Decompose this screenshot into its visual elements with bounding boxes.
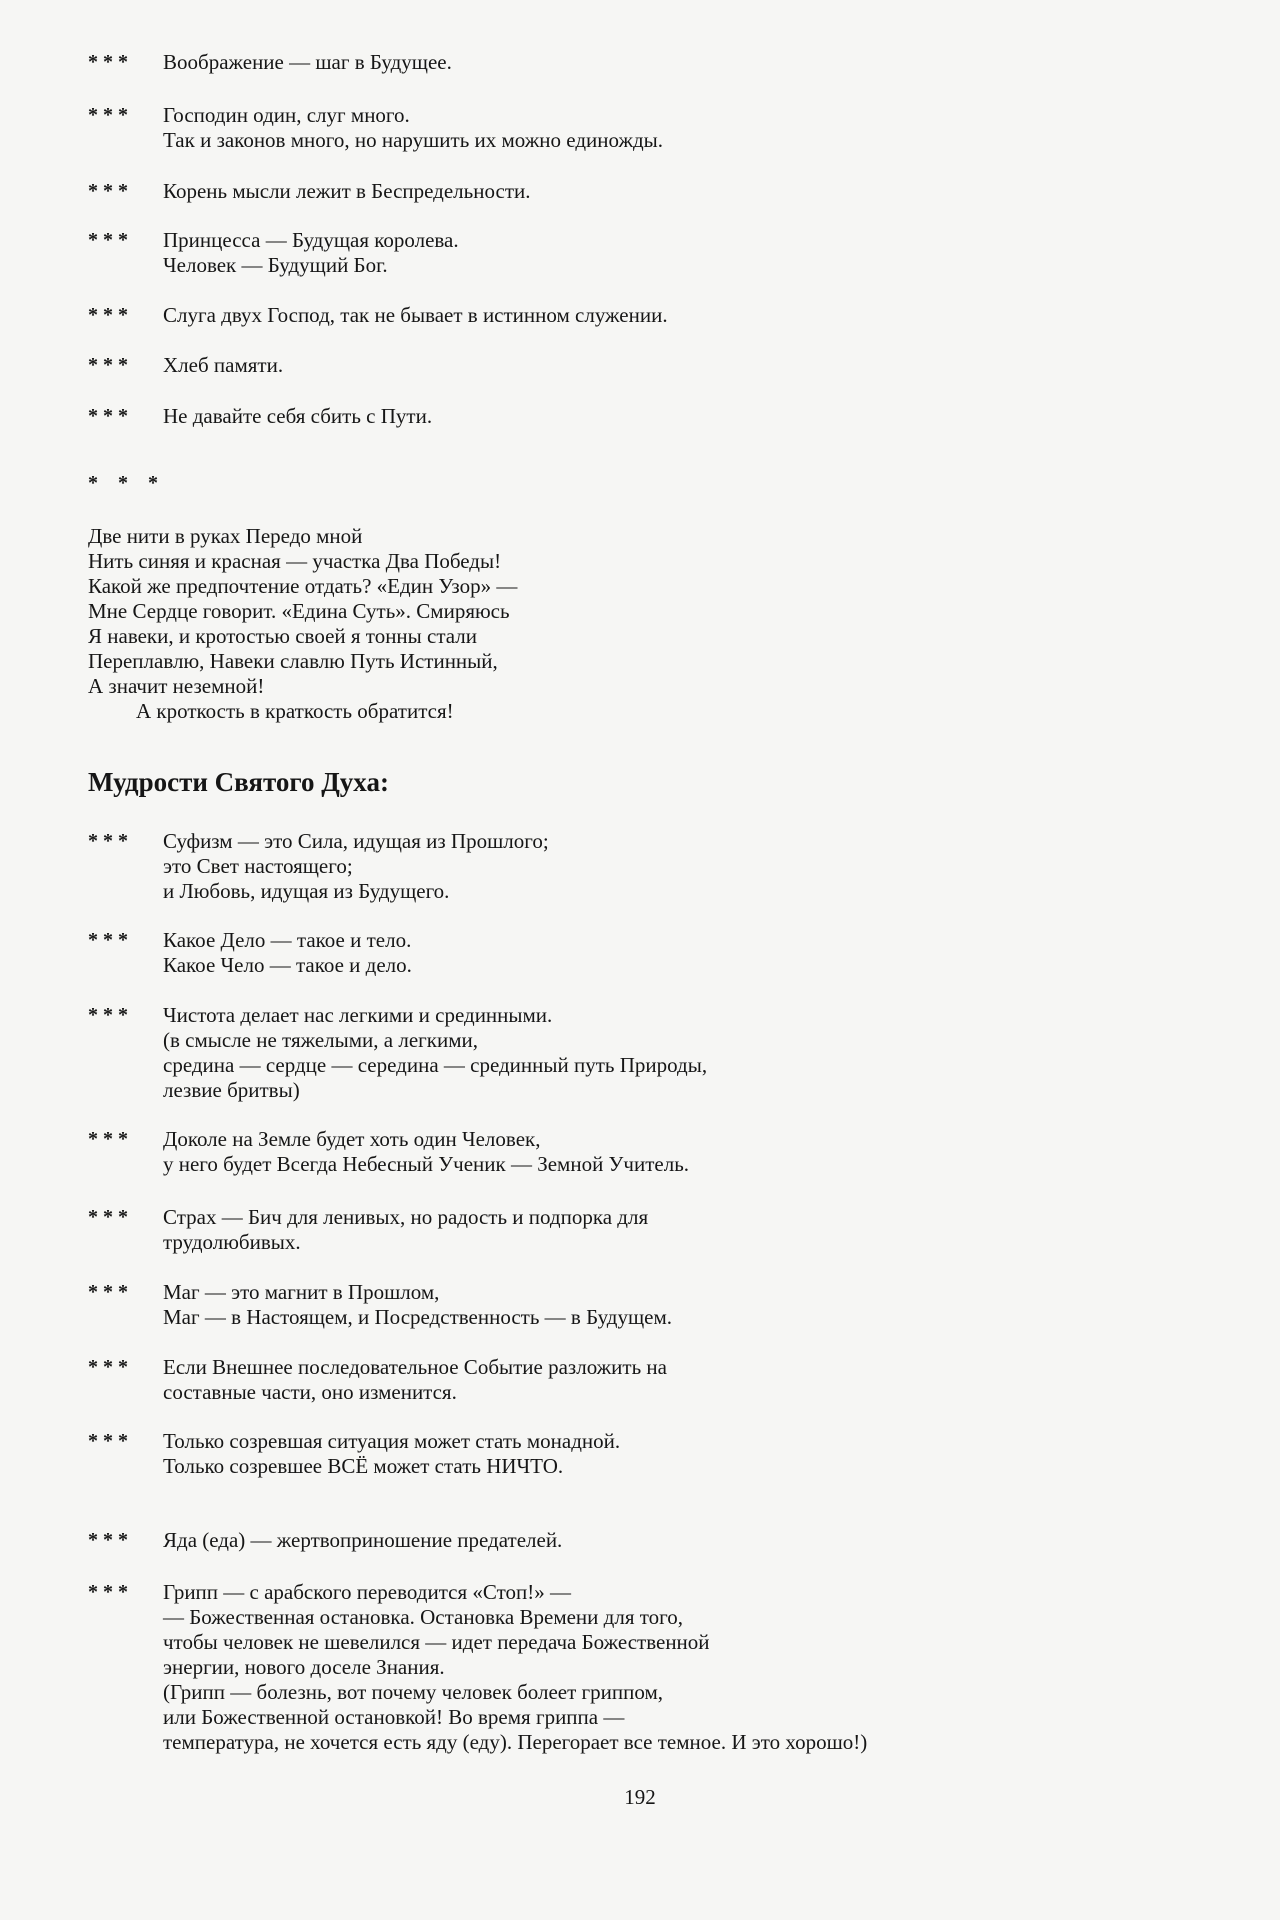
asterisk-marker: * * * <box>88 1128 128 1150</box>
aphorism-entry <box>88 1003 707 1103</box>
asterisk-marker: * * * <box>88 1430 128 1452</box>
aphorism-entry <box>88 1528 562 1553</box>
aphorism-line: у него будет Всегда Небесный Ученик — Земной Учитель. <box>163 1152 690 1176</box>
asterisk-marker: * * * <box>88 104 128 126</box>
aphorism-line: Так и законов много, но нарушить их можно единожды. <box>163 128 664 152</box>
asterisk-marker: * * * <box>88 51 128 73</box>
aphorism-entry <box>88 1580 867 1755</box>
aphorism-line: (Грипп — болезнь, вот почему человек болеет гриппом, <box>163 1680 663 1704</box>
aphorism-entry <box>88 1205 648 1255</box>
aphorism-line: и Любовь, идущая из Будущего. <box>163 879 450 903</box>
aphorism-line: это Свет настоящего; <box>163 854 353 878</box>
poem <box>88 524 517 724</box>
aphorism-line: Принцесса — Будущая королева. <box>163 228 459 252</box>
asterisk-marker: * * * <box>88 405 128 427</box>
aphorism-line: — Божественная остановка. Остановка Времени для того, <box>163 1605 683 1629</box>
poem-line: А значит неземной! <box>88 674 265 698</box>
aphorism-entry <box>88 404 432 429</box>
poem-line: Какой же предпочтение отдать? «Един Узор» — <box>88 574 518 598</box>
poem-line: Я навеки, и кротостью своей я тонны стали <box>88 624 478 648</box>
section-separator: * * * <box>88 472 158 494</box>
aphorism-entry <box>88 1280 672 1330</box>
aphorism-line: или Божественной остановкой! Во время гриппа — <box>163 1705 625 1729</box>
aphorism-line: Маг — в Настоящем, и Посредственность — в Будущем. <box>163 1305 673 1329</box>
asterisk-marker: * * * <box>88 304 128 326</box>
asterisk-marker: * * * <box>88 929 128 951</box>
aphorism-line: Человек — Будущий Бог. <box>163 253 388 277</box>
aphorism-entry <box>88 50 452 75</box>
aphorism-line: Страх — Бич для ленивых, но радость и подпорка для <box>163 1205 649 1229</box>
aphorism-entry <box>88 303 668 328</box>
aphorism-entry <box>88 228 459 278</box>
aphorism-line: Только созревшая ситуация может стать монадной. <box>163 1429 621 1453</box>
aphorism-line: Если Внешнее последовательное Событие разложить на <box>163 1355 667 1379</box>
asterisk-marker: * * * <box>88 1356 128 1378</box>
aphorism-line: Чистота делает нас легкими и срединными. <box>163 1003 553 1027</box>
aphorism-line: Яда (еда) — жертвоприношение предателей. <box>163 1528 563 1552</box>
section-heading: Мудрости Святого Духа: <box>88 767 389 797</box>
aphorism-line: Господин один, слуг много. <box>163 103 410 127</box>
poem-line: Две нити в руках Передо мной <box>88 524 363 548</box>
aphorism-line: средина — сердце — середина — срединный путь Природы, <box>163 1053 708 1077</box>
aphorism-entry <box>88 353 283 378</box>
aphorism-line: Доколе на Земле будет хоть один Человек, <box>163 1127 541 1151</box>
asterisk-marker: * * * <box>88 354 128 376</box>
aphorism-line: лезвие бритвы) <box>163 1078 300 1102</box>
poem-line: Нить синяя и красная — участка Два Победы! <box>88 549 502 573</box>
aphorism-line: Корень мысли лежит в Беспредельности. <box>163 179 531 203</box>
asterisk-marker: * * * <box>88 1281 128 1303</box>
aphorism-line: Маг — это магнит в Прошлом, <box>163 1280 440 1304</box>
asterisk-marker: * * * <box>88 1004 128 1026</box>
aphorism-line: Слуга двух Господ, так не бывает в истинном служении. <box>163 303 668 327</box>
aphorism-line: температура, не хочется есть яду (еду). Перегорает все темное. И это хорошо!) <box>163 1730 868 1754</box>
poem-line: Переплавлю, Навеки славлю Путь Истинный, <box>88 649 498 673</box>
aphorism-line: чтобы человек не шевелился — идет передача Божественной <box>163 1630 710 1654</box>
aphorism-line: Суфизм — это Сила, идущая из Прошлого; <box>163 829 549 853</box>
aphorism-entry <box>88 1127 689 1177</box>
aphorism-entry <box>88 928 412 978</box>
page-number: 192 <box>624 1785 656 1809</box>
asterisk-marker: * * * <box>88 1206 128 1228</box>
aphorism-entry <box>88 1355 667 1405</box>
aphorism-line: составные части, оно изменится. <box>163 1380 457 1404</box>
aphorism-line: (в смысле не тяжелыми, а легкими, <box>163 1028 478 1052</box>
aphorism-line: трудолюбивых. <box>163 1230 301 1254</box>
aphorism-line: Какое Дело — такое и тело. <box>163 928 412 952</box>
asterisk-marker: * * * <box>88 229 128 251</box>
aphorism-line: Какое Чело — такое и дело. <box>163 953 412 977</box>
aphorism-line: Воображение — шаг в Будущее. <box>163 50 452 74</box>
aphorism-line: Не давайте себя сбить с Пути. <box>163 404 433 428</box>
asterisk-marker: * * * <box>88 180 128 202</box>
asterisk-marker: * * * <box>88 830 128 852</box>
asterisk-marker: * * * <box>88 1581 128 1603</box>
poem-final-line: А кроткость в краткость обратится! <box>136 699 454 723</box>
poem-line: Мне Сердце говорит. «Едина Суть». Смиряюсь <box>88 599 510 623</box>
aphorism-line: Хлеб памяти. <box>163 353 284 377</box>
aphorism-line: Только созревшее ВСЁ может стать НИЧТО. <box>163 1454 564 1478</box>
aphorism-line: энергии, нового доселе Знания. <box>163 1655 445 1679</box>
aphorism-line: Грипп — с арабского переводится «Стоп!» — <box>163 1580 571 1604</box>
aphorism-entry <box>88 829 549 904</box>
aphorism-entry <box>88 103 663 153</box>
aphorism-entry <box>88 179 531 204</box>
asterisk-marker: * * * <box>88 1529 128 1551</box>
aphorism-entry <box>88 1429 620 1479</box>
